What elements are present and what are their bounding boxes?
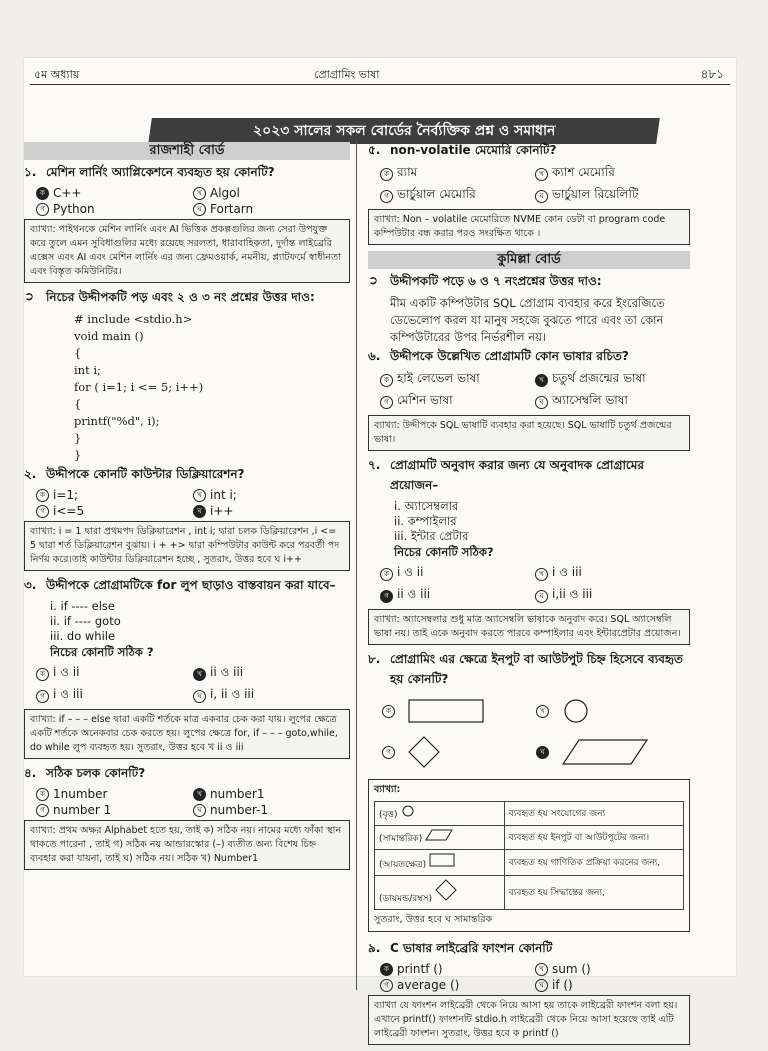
option[interactable]: গ number 1	[36, 803, 193, 817]
option[interactable]: ঘ Fortarn	[193, 202, 350, 216]
marker-icon: গ	[380, 396, 393, 409]
explanation-q7: ব্যাখ্যা: অ্যাসেম্বলার শুধু মাত্র অ্যাসেম্বলি ভাষাকে অনুবাদ করে। SQL অ্যাসেম্বলি ভাষা নয়। তাই একে অনুবাদ করতে পারবে কম্পাইলার এবং ইন্টারপ্রেটার প্রয়োজন।	[368, 609, 690, 645]
option[interactable]: ক C++	[36, 186, 193, 200]
option[interactable]: ঘ i, ii ও iii	[193, 686, 350, 706]
option[interactable]: ঘ ভার্চুয়াল রিয়েলিটি	[535, 186, 690, 206]
symbol-explanation-title: ব্যাখ্যা:	[374, 784, 401, 795]
statement-list-q3: i. if ---- else ii. if ---- goto iii. do while	[50, 599, 121, 643]
stimulus-text: মীম একটি কম্পিউটার SQL প্রোগ্রাম ব্যবহার করে ইংরেজিতে ডেভেলোপ করল যা মানুষ সহজে বুঝতে পারে এবং তা কোন কম্পিউটারের উপর নির্ভরশীল নয়।	[390, 296, 665, 344]
marker-icon: খ	[536, 705, 549, 718]
stimulus-heading: ➲ উদ্দীপকটি পড়ে ৬ ও ৭ নংপ্রশ্নের উত্তর দাও:	[368, 273, 602, 288]
code-block: # include <stdio.h> void main () { int i; for ( i=1; i <= 5; i++) { printf("%d", i); } }	[74, 312, 204, 462]
explanation-q4: ব্যাখ্যা: প্রথম অক্ষর Alphabet হতে হয়, তাই ক) সঠিক নয়। নামের মধ্যে ফাঁকা স্থান থাকতে পারেনা , তাই গ) সঠিক নয় আন্ডারস্কোর (–) ব্যতীত অন্য বিশেষ চিহ্ন ব্যবহার করা যায়না, তাই ঘ) সঠিক নয়। সঠিক খ) Number1	[24, 820, 350, 870]
prompt-q3: নিচের কোনটি সঠিক ?	[50, 645, 154, 659]
option[interactable]: খ number1	[193, 787, 350, 801]
rectangle-icon	[407, 698, 487, 724]
option[interactable]: গ average ()	[380, 978, 535, 992]
chapter-label: ৫ম অধ্যায়	[34, 68, 80, 81]
option[interactable]: ঘ number-1	[193, 803, 350, 817]
explanation-q3: ব্যাখ্যা: if – – – else দ্বারা একটি শর্তকে মাত্র একবার চেক করা যায়। লুপের ক্ষেত্রে একটি শর্তকে অনেকবার চেক করতে হয়। লুপের ক্ষেত্রে for, if – – – goto,while, do while লুপ ব্যবহৃত হয়। সুতরাং, উত্তর হবে খ ii ও iii	[24, 709, 350, 759]
option[interactable]: ক i ও ii	[380, 564, 535, 584]
diamond-icon	[435, 879, 457, 901]
marker-icon: ঘ	[193, 203, 206, 216]
symbol-table	[374, 801, 684, 910]
option[interactable]: খ Algol	[193, 186, 350, 200]
marker-icon: খ	[193, 187, 206, 200]
explanation-q9: ব্যাখ্যা যে ফাংশন লাইব্রেরী থেকে নিয়ে আসা হয় তাকে লাইব্রেরী ফাংশন বলা হয়। এখানে printf() ফাংশনটি stdio.h লাইব্রেরী থেকে নিয়ে আসা হয়েছে তাই এটি লাইব্রেরী ফাংশন। সুতরাং, উত্তর হবে ক printf ()	[368, 995, 690, 1045]
explanation-q6: ব্যাখ্যা: উদ্দীপকে SQL ভাষাটি ব্যবহার করা হয়েছে। SQL ভাষাটি চতুর্থ প্রজন্মের ভাষা।	[368, 415, 690, 451]
marker-icon: ক	[380, 374, 393, 387]
marker-icon: খ	[535, 168, 548, 181]
marker-icon: ক	[380, 568, 393, 581]
table-row: (আয়তক্ষেত্র) ব্যবহৃত হয় গাণিতিক প্রক্রিয়া করনের জন্য,	[375, 850, 684, 876]
option[interactable]: গ ii ও iii	[380, 586, 535, 606]
explanation-q1: ব্যাখ্যা: পাইথনকে মেশিন লার্নিং এবং AI ভিত্তিক প্রকল্পগুলির জন্য সেরা উপযুক্ত করে তুলে এমন সুবিধাগুলির মধ্যে রয়েছে সরলতা, ধারাবাহিকতা, দুর্দান্ত লাইব্রেরি এক্সেস এবং AI এবং মেশিন লার্নিং এর জন্য ফ্রেমওয়ার্ক, নমনীয়, প্ল্যাটফর্মে স্বাধীনতা এবং বিস্তৃত কমিউনিটির।	[24, 219, 350, 283]
option[interactable]	[536, 735, 690, 769]
marker-icon: ক	[380, 963, 393, 976]
marker-icon: ক	[36, 187, 49, 200]
option[interactable]: খ i ও iii	[535, 564, 690, 584]
parallelogram-icon	[561, 738, 651, 766]
option[interactable]: ক হাই লেভেল ভাষা	[380, 370, 535, 390]
board-heading-comilla: কুমিল্লা বোর্ড	[368, 251, 690, 269]
symbol-explanation	[368, 779, 690, 932]
header-rule	[30, 84, 730, 85]
marker-icon: ঘ	[193, 505, 206, 518]
question-4: ৪. সঠিক চলক কোনটি?	[24, 766, 146, 780]
option[interactable]	[382, 735, 536, 769]
marker-icon: খ	[535, 568, 548, 581]
question-1: ১. মেশিন লার্নিং অ্যাপ্লিকেশনে ব্যবহৃত হয় কোনটি?	[24, 165, 275, 179]
option[interactable]: খ ক্যাশ মেমোরি	[535, 164, 690, 184]
option[interactable]	[382, 697, 536, 725]
marker-icon: খ	[535, 963, 548, 976]
circle-icon	[400, 805, 416, 817]
parallelogram-icon	[425, 829, 453, 841]
option[interactable]: ক i ও ii	[36, 664, 193, 684]
marker-icon: ক	[380, 168, 393, 181]
option[interactable]: গ i<=5	[36, 504, 193, 518]
marker-icon: গ	[36, 690, 49, 703]
circle-icon	[561, 697, 591, 725]
option[interactable]: ক 1number	[36, 787, 193, 801]
section-banner: ২০২৩ সালের সকল বোর্ডের নৈর্ব্যক্তিক প্রশ্ন ও সমাধান	[148, 118, 660, 144]
explanation-q5: ব্যাখ্যা: Non – volatile মেমোরিতে NVME কোন ডেটা বা program code কম্পিউটার বন্ধ করার পরও সংরক্ষিত থাকে ।	[368, 209, 690, 245]
page-number: ৪৮১	[700, 67, 724, 81]
marker-icon: ঘ	[535, 190, 548, 203]
prompt-q7: নিচের কোনটি সঠিক?	[394, 545, 494, 559]
option[interactable]	[536, 697, 690, 725]
question-9: ৯. C ভাষার লাইব্রেরি ফাংশন কোনটি	[368, 941, 553, 955]
explanation-q2: ব্যাখ্যা: i = 1 দ্বারা প্রথমপদ ডিক্লিয়ারেশন , int i; দ্বারা চলক ডিক্লিয়ারেশন ,i <= 5 দ্বারা শর্ত ডিক্লিয়ারেশন বুঝায়। i + +> দ্বারা কম্পিউটার কাউন্ট করে পরবর্তী পদ নির্ণয় করে।তাই কাউন্টার ডিক্লিয়ারেশন হচ্ছে , সুতরাং, উত্তর হবে ঘ i++	[24, 521, 350, 571]
marker-icon: ঘ	[193, 804, 206, 817]
board-heading-rajshahi: রাজশাহী বোর্ড	[24, 142, 350, 160]
option[interactable]: গ i ও iii	[36, 686, 193, 706]
options-q3	[36, 664, 350, 706]
marker-icon: খ	[193, 788, 206, 801]
marker-icon: গ	[36, 505, 49, 518]
marker-icon: খ	[535, 374, 548, 387]
options-q4	[36, 787, 350, 817]
option[interactable]: খ int i;	[193, 488, 350, 502]
question-3: ৩. উদ্দীপকে প্রোগ্রামটিকে for লুপ ছাড়াও বাস্তবায়ন করা যাবে–	[24, 578, 336, 592]
stimulus-heading: ➲ নিচের উদ্দীপকটি পড় এবং ২ ও ৩ নং প্রশ্নের উত্তর দাও:	[24, 289, 315, 304]
option[interactable]: ঘ অ্যাসেম্বলি ভাষা	[535, 392, 690, 412]
options-q1	[36, 186, 350, 216]
option[interactable]: খ sum ()	[535, 962, 690, 976]
option[interactable]: ঘ i++	[193, 504, 350, 518]
left-column	[24, 140, 350, 876]
option[interactable]: খ ii ও iii	[193, 664, 350, 684]
marker-icon: ক	[36, 788, 49, 801]
column-divider	[356, 140, 357, 990]
marker-icon: খ	[193, 668, 206, 681]
marker-icon: গ	[380, 979, 393, 992]
options-q2	[36, 488, 350, 518]
marker-icon: ঘ	[535, 979, 548, 992]
right-column	[368, 140, 690, 1051]
marker-icon: ঘ	[535, 590, 548, 603]
marker-icon: গ	[382, 746, 395, 759]
marker-icon: খ	[193, 489, 206, 502]
marker-icon: গ	[380, 590, 393, 603]
options-q6	[380, 370, 690, 412]
marker-icon: ঘ	[535, 396, 548, 409]
option[interactable]: খ চতুর্থ প্রজন্মের ভাষা	[535, 370, 690, 390]
option[interactable]: গ Python	[36, 202, 193, 216]
question-7: ৭. প্রোগ্রামটি অনুবাদ করার জন্য যে অনুবাদক প্রোগ্রামের প্রয়োজন–	[368, 458, 645, 492]
table-row: (বৃত্ত) ব্যবহৃত হয় সংযোগের জন্য	[375, 802, 684, 826]
rectangle-icon	[429, 853, 455, 867]
question-2: ২. উদ্দীপকে কোনটি কাউন্টার ডিক্লিয়ারেশন?	[24, 467, 245, 481]
symbol-answer: সুতরাং, উত্তর হবে ঘ সামান্তরিক	[374, 914, 493, 925]
question-6: ৬. উদ্দীপকে উল্লেখিত প্রোগ্রামটি কোন ভাষার রচিত?	[368, 349, 629, 363]
table-row: (সামান্তরিক) ব্যবহৃত হয় ইনপুট বা আউটপুটের জন্য।	[375, 826, 684, 850]
marker-icon: গ	[36, 203, 49, 216]
options-q7	[380, 564, 690, 606]
marker-icon: গ	[380, 190, 393, 203]
chapter-title: প্রোগ্রামিং ভাষা	[314, 68, 380, 81]
option[interactable]: ক printf ()	[380, 962, 535, 976]
diamond-icon	[407, 735, 441, 769]
question-8: ৮. প্রোগ্রামিং এর ক্ষেত্রে ইনপুট বা আউটপুট চিহ্ন হিসেবে ব্যবহৃত হয় কোনটি?	[368, 652, 683, 686]
options-q5	[380, 164, 690, 206]
option[interactable]: ঘ if ()	[535, 978, 690, 992]
marker-icon: গ	[36, 804, 49, 817]
option[interactable]: ক i=1;	[36, 488, 193, 502]
marker-icon: ঘ	[193, 690, 206, 703]
option[interactable]: গ ভার্চুয়াল মেমোরি	[380, 186, 535, 206]
running-header	[24, 64, 736, 84]
option[interactable]: গ মেশিন ভাষা	[380, 392, 535, 412]
marker-icon: ক	[36, 489, 49, 502]
marker-icon: ক	[382, 705, 395, 718]
options-q8	[382, 697, 690, 769]
question-5: ৫. non-volatile মেমোরি কোনটি?	[368, 143, 557, 157]
statement-list-q7: i. অ্যাসেম্বলার ii. কম্পাইলার iii. ইন্টার প্রেটার	[394, 499, 469, 543]
marker-icon: ক	[36, 668, 49, 681]
marker-icon: ঘ	[536, 746, 549, 759]
option[interactable]: ঘ i,ii ও iii	[535, 586, 690, 606]
options-q9	[380, 962, 690, 992]
option[interactable]: ক র‍্যাম	[380, 164, 535, 184]
table-row: (ডায়মন্ড/রম্বস) ব্যবহৃত হয় সিদ্ধান্তের জন্য,	[375, 876, 684, 910]
